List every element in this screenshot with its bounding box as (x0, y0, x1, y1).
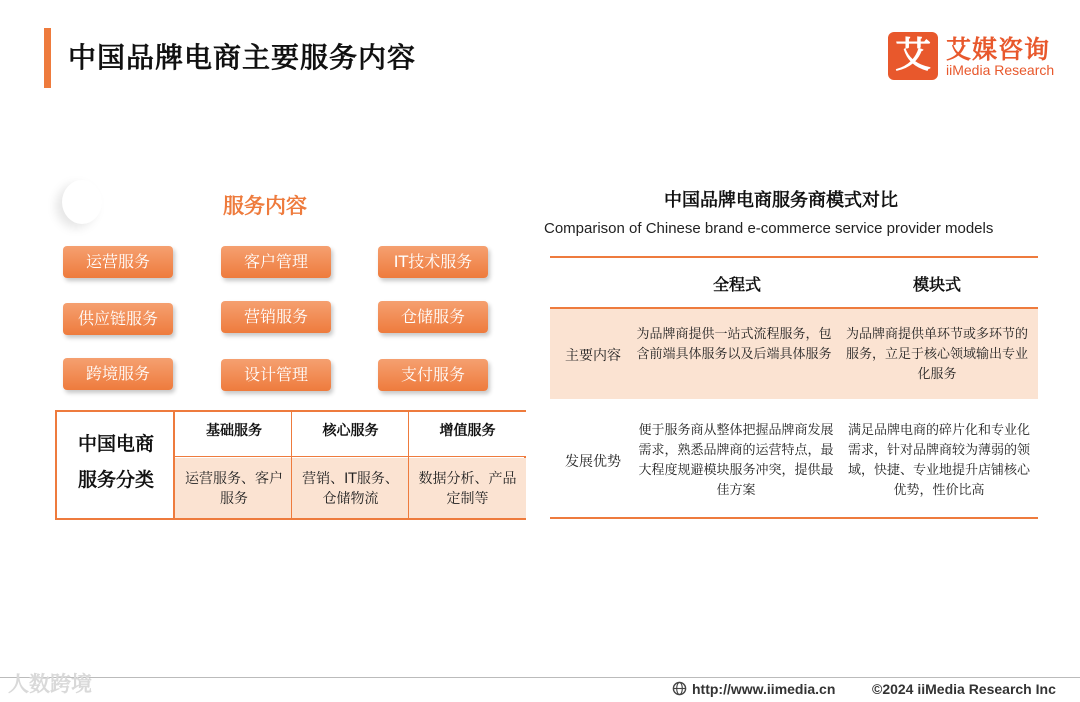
comparison-cell-advantages-modular: 满足品牌电商的碎片化和专业化需求，针对品牌商较为薄弱的领域，快捷、专业地提升店铺核心优势，性价比高 (847, 423, 1030, 498)
service-item-payment: 支付服务 (378, 359, 488, 391)
logo-mark-icon: 艾 (888, 32, 938, 80)
service-item-warehousing: 仓储服务 (378, 301, 488, 333)
classification-content-basic: 运营服务、客户服务 (175, 458, 293, 518)
services-heading: 服务内容 (223, 194, 307, 218)
classification-header-basic: 基础服务 (175, 412, 293, 457)
footer-copyright: ©2024 iiMedia Research Inc (872, 681, 1056, 697)
iimedia-logo (888, 30, 1068, 84)
classification-label-line2: 服务分类 (77, 469, 154, 491)
service-item-cross-border: 跨境服务 (63, 358, 173, 390)
service-item-operations: 运营服务 (63, 246, 173, 278)
watermark: 人数跨境 (8, 672, 92, 696)
logo-english-name: iiMedia Research (946, 62, 1055, 78)
classification-content-core: 营销、IT服务、仓储物流 (292, 458, 409, 518)
classification-content-value-added: 数据分析、产品定制等 (409, 458, 526, 518)
comparison-cell-advantages-full: 便于服务商从整体把握品牌商发展需求，熟悉品牌商的运营特点，最大程度规避模块服务冲突，提供最佳方案 (638, 423, 834, 498)
comparison-header-full-process: 全程式 (712, 275, 761, 294)
comparison-bottom-rule (550, 517, 1038, 519)
service-item-design-management: 设计管理 (221, 359, 331, 391)
footer-divider (0, 677, 1080, 678)
classification-label (57, 426, 175, 498)
page-title: 中国品牌电商主要服务内容 (68, 41, 417, 74)
comparison-row-label-main-content: 主要内容 (565, 348, 621, 364)
comparison-row-label-advantages: 发展优势 (565, 454, 621, 470)
footer-url-link[interactable]: http://www.iimedia.cn (692, 681, 836, 697)
comparison-cell-main-content-modular: 为品牌商提供单环节或多环节的服务，立足于核心领域输出专业化服务 (845, 327, 1028, 382)
classification-header-value-added: 增值服务 (409, 412, 526, 457)
logo-chinese-name: 艾媒咨询 (946, 35, 1051, 64)
title-accent-bar (44, 28, 51, 88)
comparison-top-rule (550, 256, 1038, 258)
classification-label-line1: 中国电商 (77, 433, 154, 455)
globe-icon (672, 681, 687, 696)
comparison-subtitle: Comparison of Chinese brand e-commerce service provider models (544, 220, 994, 237)
classification-column-basic (175, 412, 293, 518)
comparison-cell-main-content-full: 为品牌商提供一站式流程服务，包含前端具体服务以及后端具体服务 (636, 327, 832, 362)
service-item-marketing: 营销服务 (221, 301, 331, 333)
service-item-supply-chain: 供应链服务 (63, 303, 173, 335)
comparison-header-modular: 模块式 (912, 275, 961, 294)
service-item-customer-management: 客户管理 (221, 246, 331, 278)
classification-column-core (291, 412, 409, 518)
classification-label-cell (57, 412, 175, 518)
decorative-circle (62, 180, 102, 224)
classification-header-core: 核心服务 (292, 412, 409, 457)
comparison-title: 中国品牌电商服务商模式对比 (664, 190, 898, 211)
classification-column-value-added (408, 412, 526, 518)
service-item-it-technology: IT技术服务 (378, 246, 488, 278)
service-classification-table (55, 410, 526, 520)
